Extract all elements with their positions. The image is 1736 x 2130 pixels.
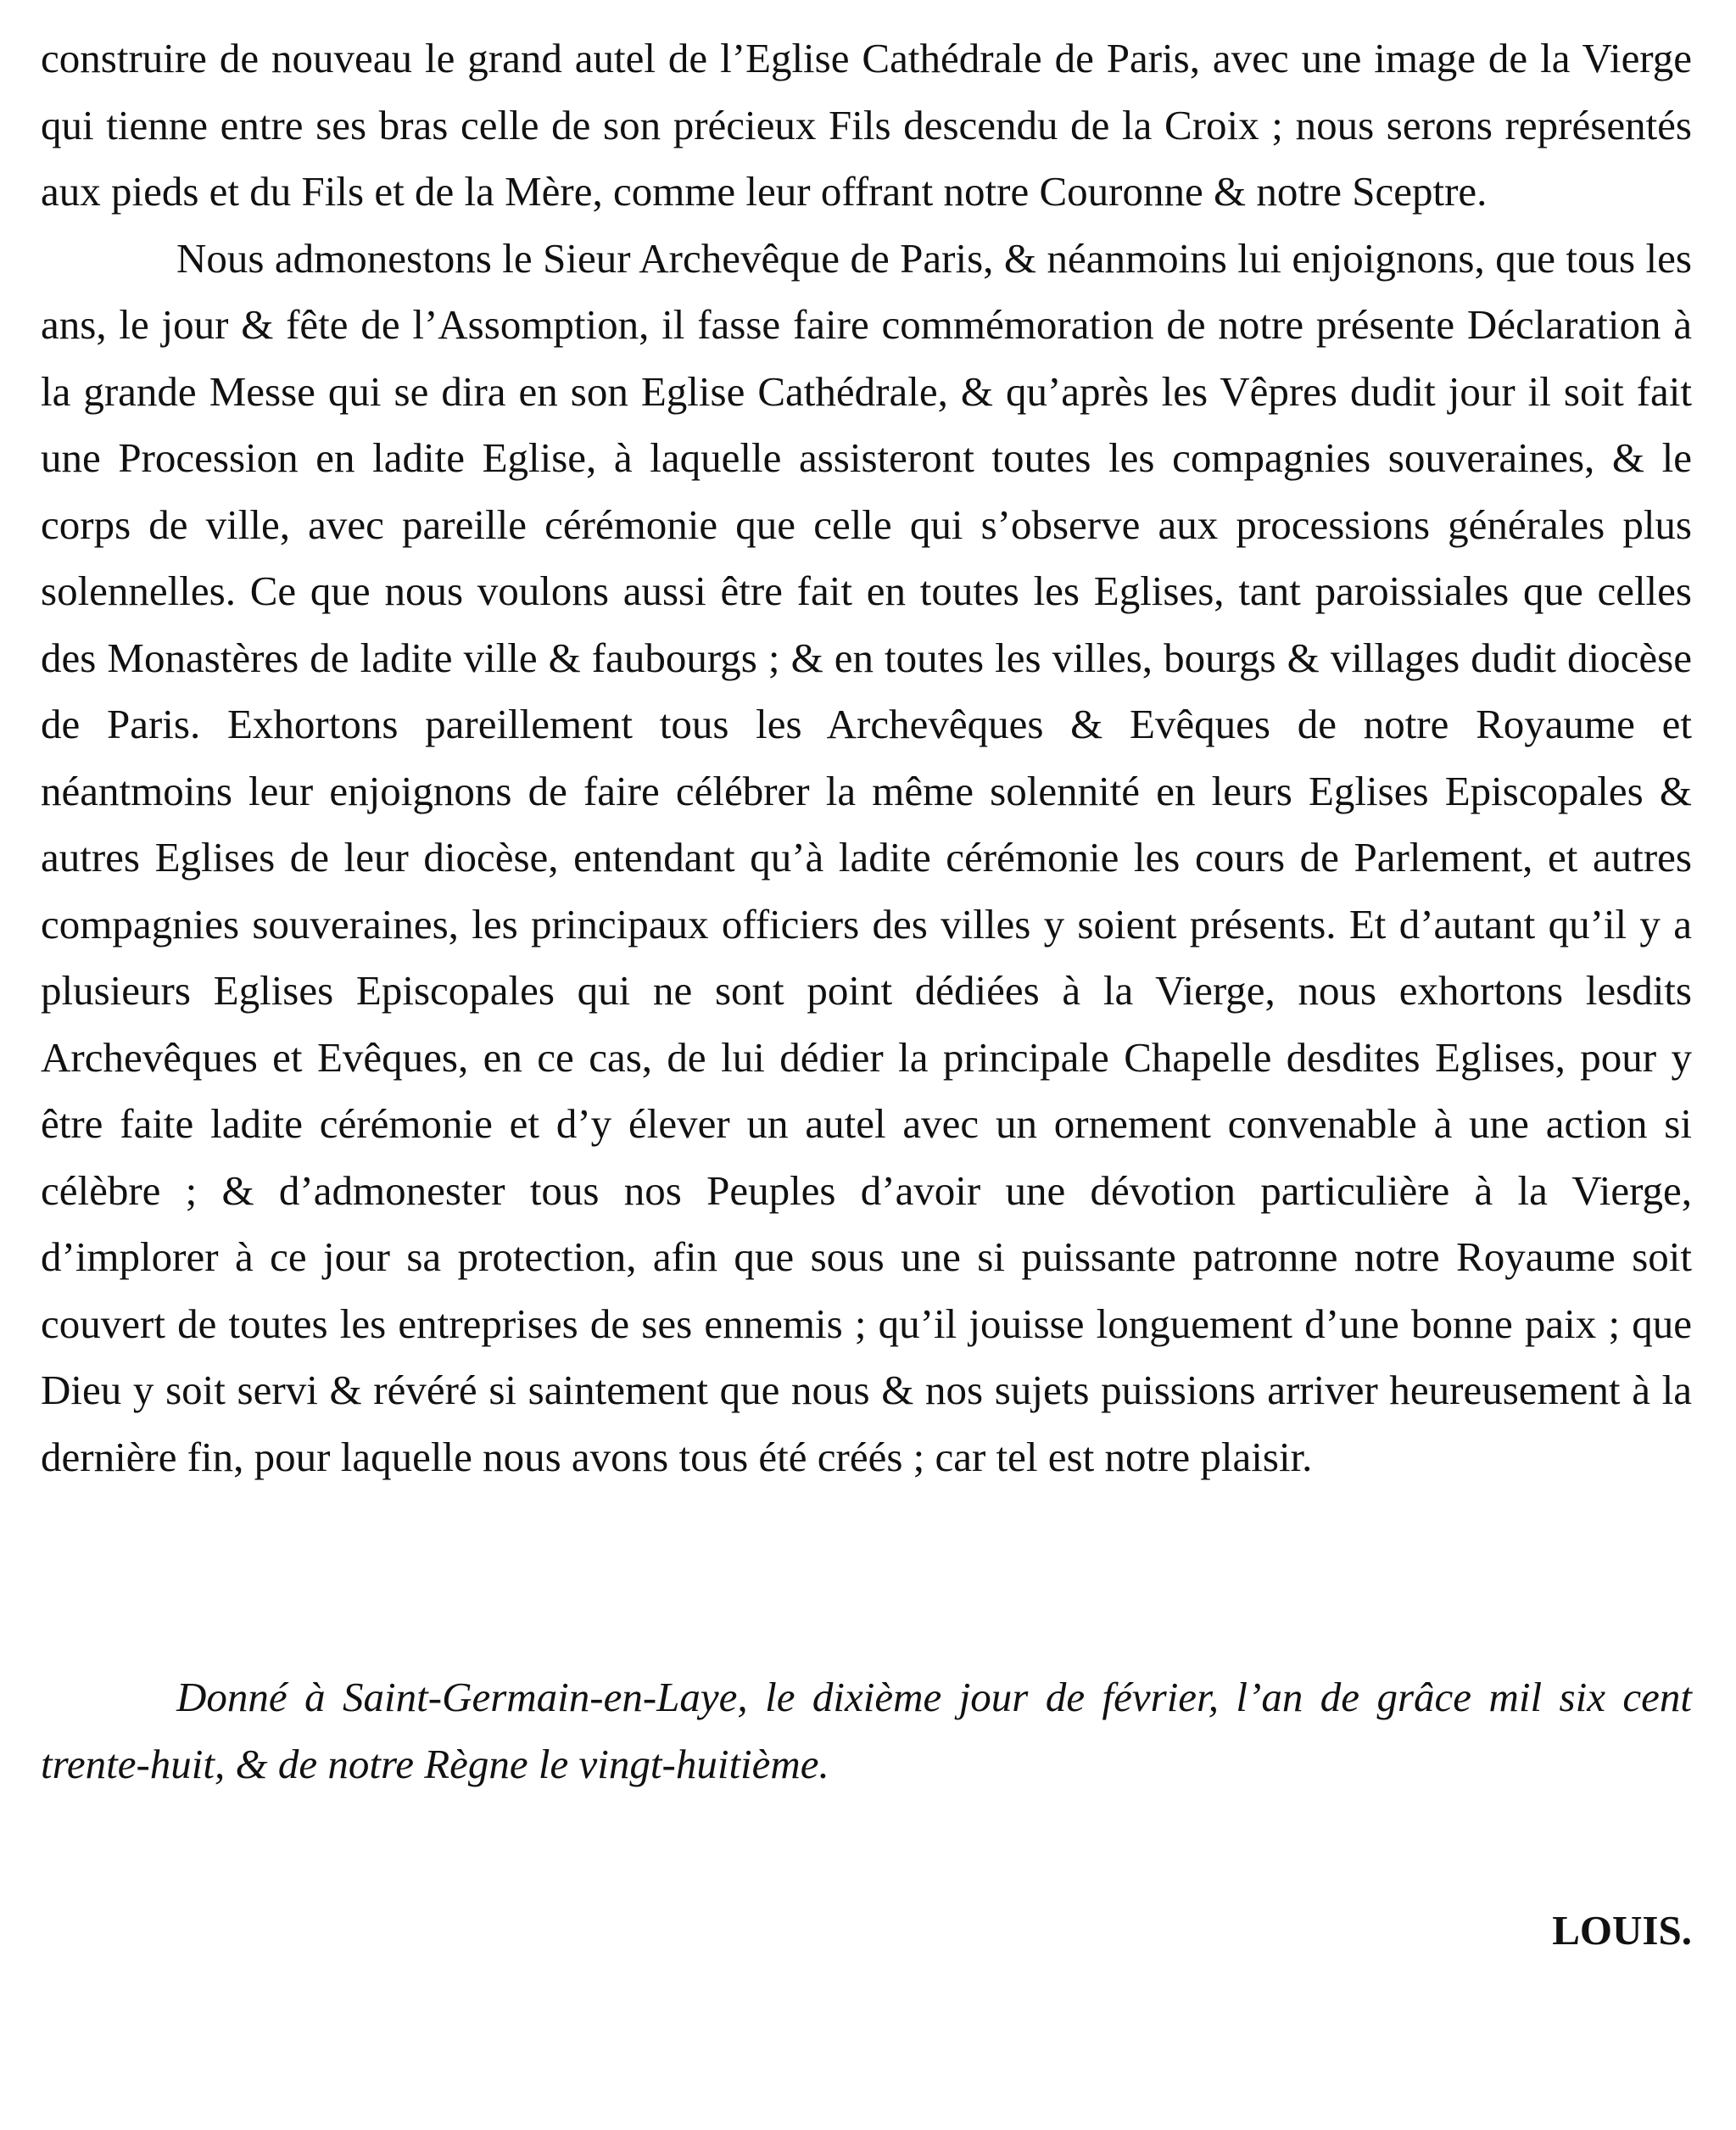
document-page [41,25,1692,1965]
closing-dateline: Donné à Saint-Germain-en-Laye, le dixième jour de février, l’an de grâce mil six cent trente-huit, & de notre Règne le vingt-huitième. [41,1674,1692,1787]
body-paragraph-continued: construire de nouveau le grand autel de l’Eglise Cathédrale de Paris, avec une image de la Vierge qui tienne entre ses bras celle de son précieux Fils descendu de la Croix ; nous serons représentés aux pieds et du Fils et de la Mère, comme leur offrant notre Couronne & notre Sceptre. [41,35,1692,215]
body-paragraph: Nous admonestons le Sieur Archevêque de Paris, & néanmoins lui enjoignons, que tous les ans, le jour & fête de l’Assomption, il fasse faire commémoration de notre présente Déclaration à la grande Messe qui se dira en son Eglise Cathédrale, & qu’après les Vêpres dudit jour il soit fait une Procession en ladite Eglise, à laquelle assisteront toutes les compagnies souveraines, & le corps de ville, avec pareille cérémonie que celle qui s’observe aux processions générales plus solennelles. Ce que nous voulons aussi être fait en toutes les Eglises, tant paroissiales que celles des Monastères de ladite ville & faubourgs ; & en toutes les villes, bourgs & villages dudit diocèse de Paris. Exhortons pareillement tous les Archevêques & Evêques de notre Royaume et néantmoins leur enjoignons de faire célébrer la même solennité en leurs Eglises Episcopales & autres Eglises de leur diocèse, entendant qu’à ladite cérémonie les cours de Parlement, et autres compagnies souveraines, les principaux officiers des villes y soient présents. Et d’autant qu’il y a plusieurs Eglises Episcopales qui ne sont point dédiées à la Vierge, nous exhortons lesdits Archevêques et Evêques, en ce cas, de lui dédier la principale Chapelle desdites Eglises, pour y être faite ladite cérémonie et d’y élever un autel avec un ornement convenable à une action si célèbre ; & d’admonester tous nos Peuples d’avoir une dévotion particulière à la Vierge, d’implorer à ce jour sa protection, afin que sous une si puissante patronne notre Royaume soit couvert de toutes les entreprises de ses ennemis ; qu’il jouisse longuement d’une bonne paix ; que Dieu y soit servi & révéré si saintement que nous & nos sujets puissions arriver heureusement à la dernière fin, pour laquelle nous avons tous été créés ; car tel est notre plaisir. [41,234,1692,1480]
signature: LOUIS. [1552,1907,1692,1954]
